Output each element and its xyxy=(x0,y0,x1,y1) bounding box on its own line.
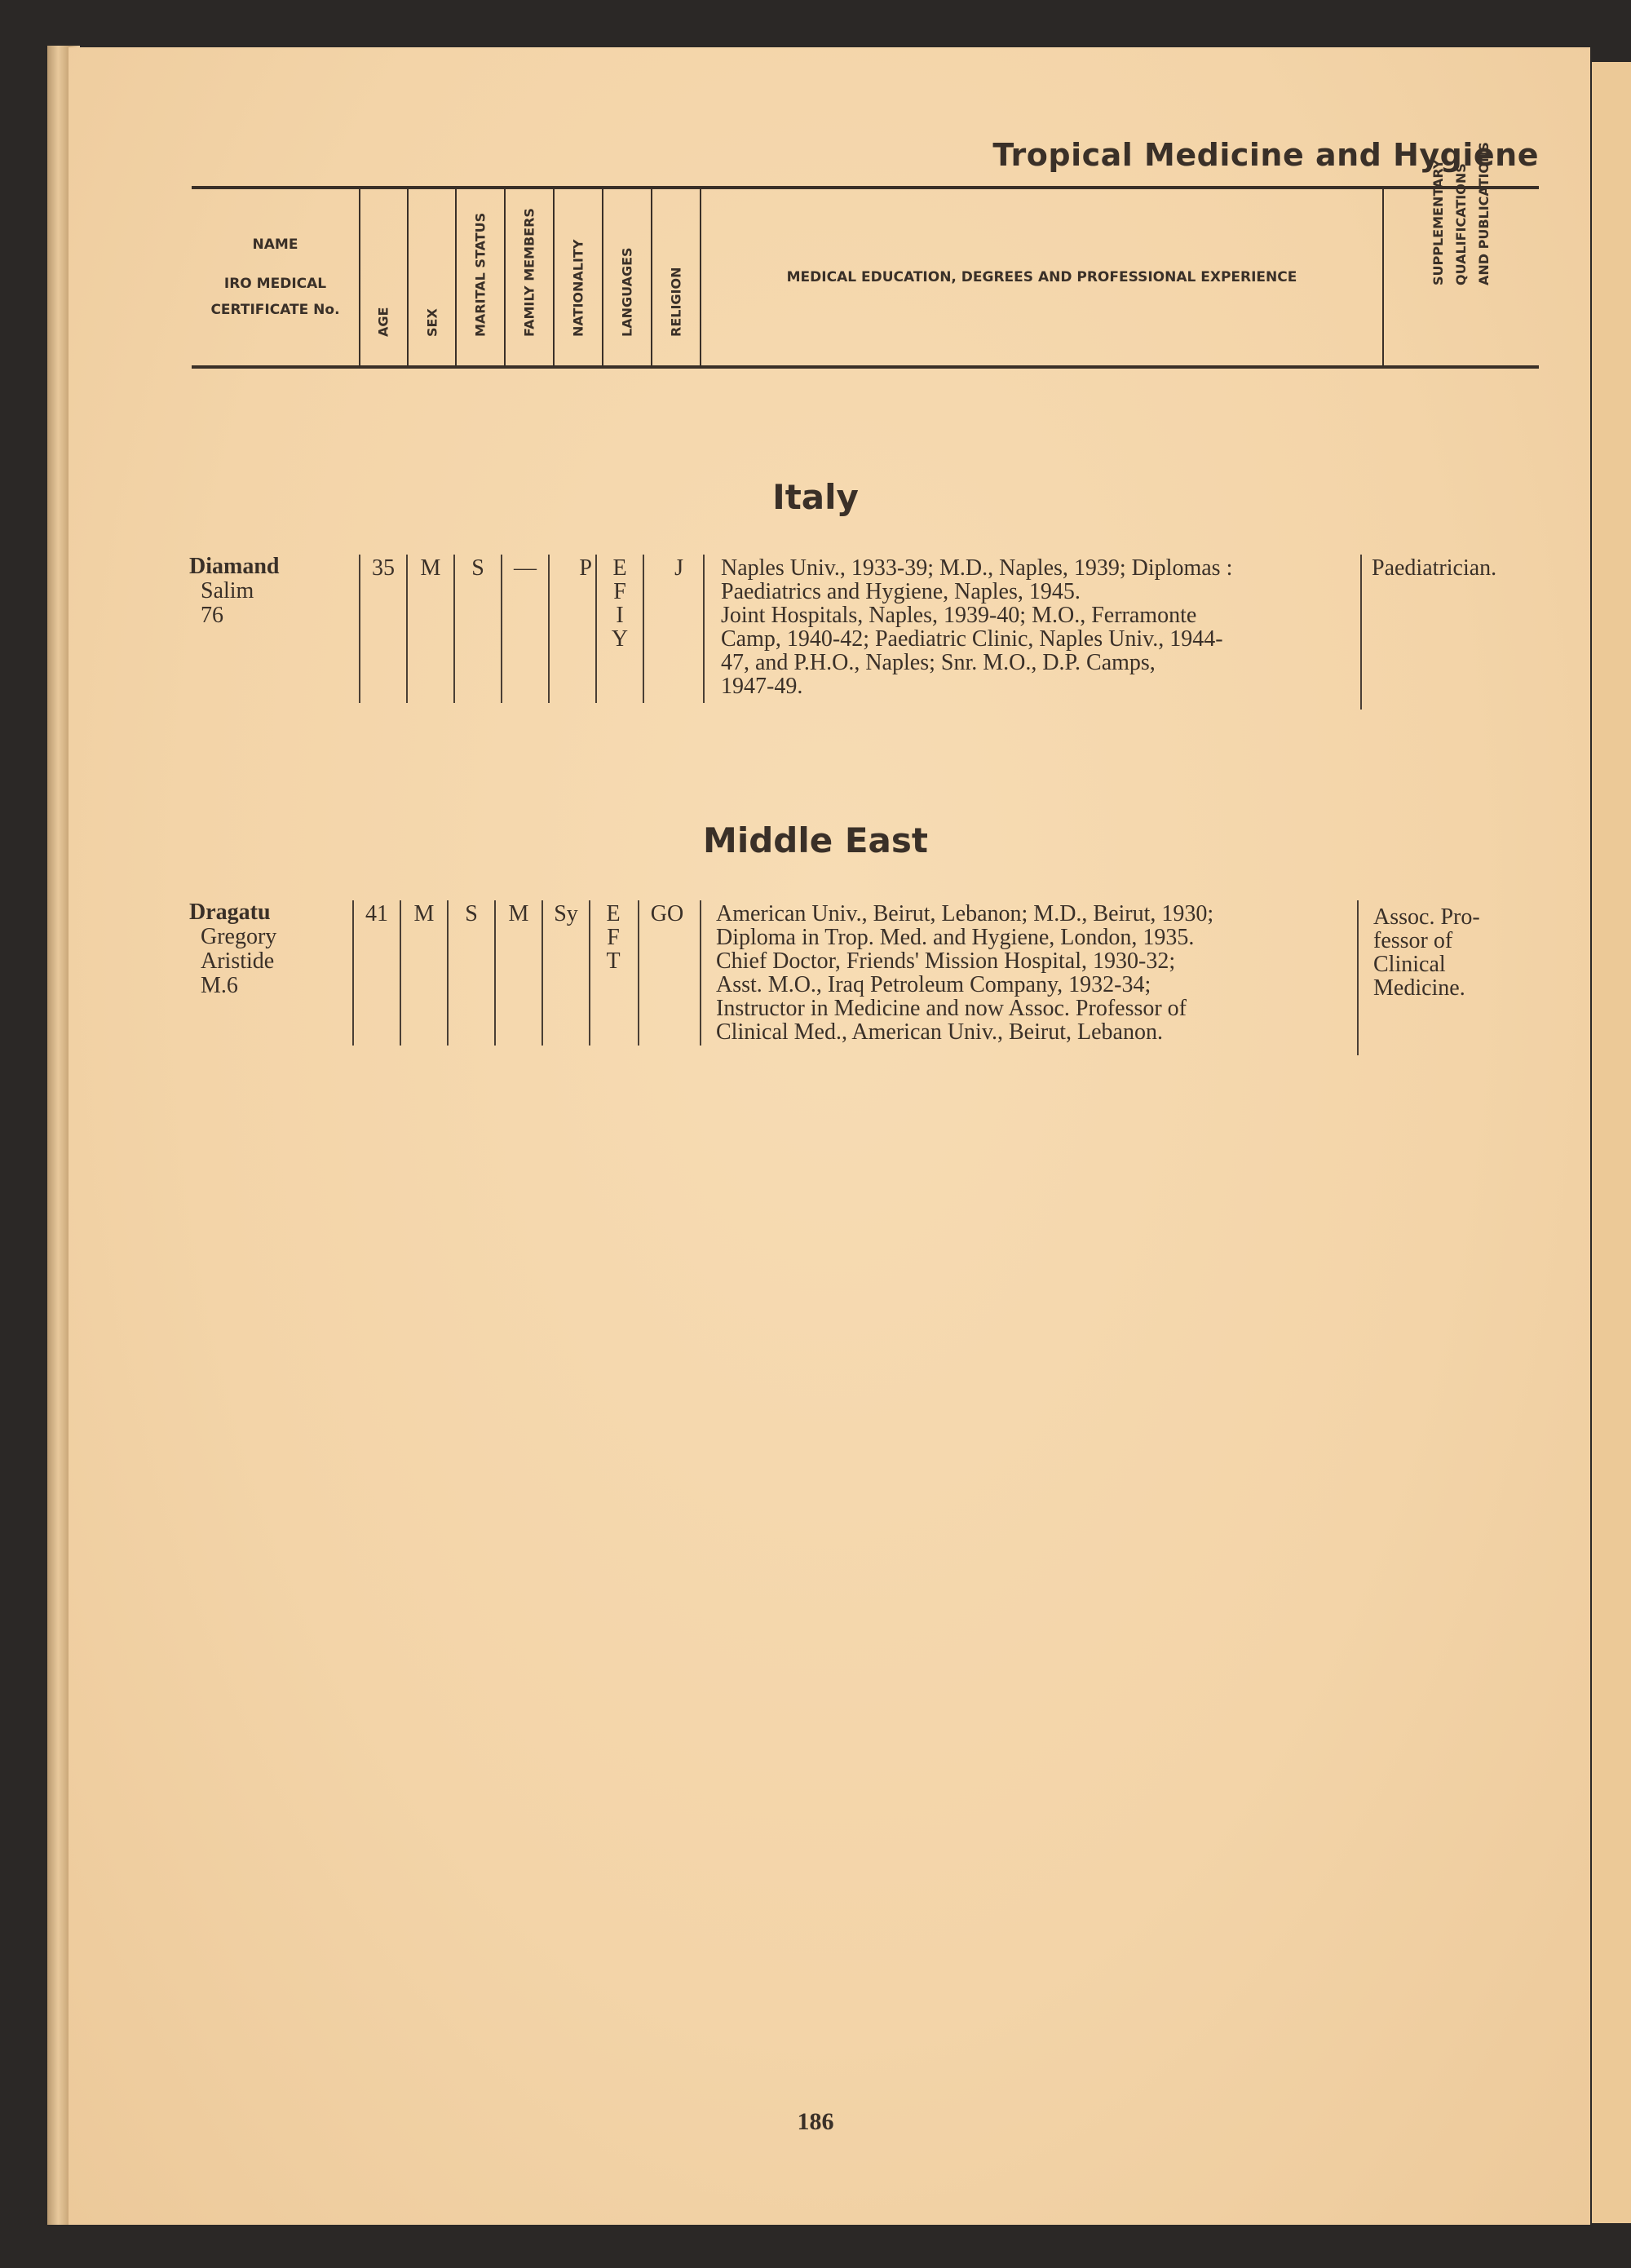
header-sex-column xyxy=(409,189,457,365)
education-line: American Univ., Beirut, Lebanon; M.D., Beirut, 1930; xyxy=(716,901,1214,926)
certificate-number: M.6 xyxy=(201,973,238,998)
book-page xyxy=(69,47,1590,2225)
header-certificate-no: CERTIFICATE No. xyxy=(210,302,340,318)
entry-name xyxy=(189,555,279,628)
header-education: MEDICAL EDUCATION, DEGREES AND PROFESSIONAL EXPERIENCE xyxy=(786,269,1297,285)
sex-value: M xyxy=(420,555,441,581)
header-supplementary-column xyxy=(1384,142,1539,365)
religion-value: J xyxy=(674,555,683,581)
education-line: Diploma in Trop. Med. and Hygiene, London, 1935. xyxy=(716,925,1195,950)
language-code: E xyxy=(612,555,627,581)
header-nationality: NATIONALITY xyxy=(570,239,586,337)
supplementary-line: Medicine. xyxy=(1373,975,1465,1001)
surname: Diamand xyxy=(189,554,280,579)
supplementary-text xyxy=(1373,905,1536,1000)
header-marital-status: MARITAL STATUS xyxy=(472,212,488,337)
education-line: Asst. M.O., Iraq Petroleum Company, 1932-34; xyxy=(716,972,1151,997)
supplementary-line: fessor of xyxy=(1373,928,1453,953)
marital-value: S xyxy=(465,901,478,926)
section-title-middle-east: Middle East xyxy=(703,820,928,860)
column-divider xyxy=(700,900,701,1046)
header-name-column xyxy=(192,189,360,365)
sex-value: M xyxy=(413,901,435,926)
header-age: AGE xyxy=(375,307,391,337)
section-title-italy: Italy xyxy=(772,477,859,517)
education-line: Joint Hospitals, Naples, 1939-40; M.O., Ferramonte xyxy=(721,603,1197,628)
header-supp-line-2: QUALIFICATIONS xyxy=(1453,163,1469,285)
education-line: Camp, 1940-42; Paediatric Clinic, Naples Univ., 1944- xyxy=(721,626,1223,652)
header-nationality-column xyxy=(555,189,603,365)
languages-value xyxy=(597,556,643,651)
languages-value xyxy=(590,902,636,973)
header-family-column xyxy=(506,189,555,365)
supplementary-line: Clinical xyxy=(1373,952,1446,977)
age-value: 41 xyxy=(365,901,388,926)
education-line: Chief Doctor, Friends' Mission Hospital, 1930-32; xyxy=(716,948,1176,974)
language-code: I xyxy=(616,603,624,628)
supplementary-line: Paediatrician. xyxy=(1372,555,1497,581)
header-supp-line-1: SUPPLEMENTARY xyxy=(1430,159,1446,285)
column-divider xyxy=(1360,555,1362,710)
running-title: Tropical Medicine and Hygiene xyxy=(992,137,1539,173)
header-sex: SEX xyxy=(424,308,440,337)
nationality-value: Sy xyxy=(554,901,578,926)
header-religion: RELIGION xyxy=(668,267,684,337)
religion-value: GO xyxy=(650,901,684,926)
next-page-edge xyxy=(1592,62,1631,2223)
column-divider xyxy=(703,555,705,703)
header-family-members: FAMILY MEMBERS xyxy=(521,208,537,337)
language-code: E xyxy=(606,901,621,926)
page-number: 186 xyxy=(797,2108,834,2135)
education-line: 1947-49. xyxy=(721,674,803,699)
education-line: Paediatrics and Hygiene, Naples, 1945. xyxy=(721,579,1081,604)
language-code: Y xyxy=(611,626,629,652)
header-languages-column xyxy=(603,189,652,365)
education-line: 47, and P.H.O., Naples; Snr. M.O., D.P. Camps, xyxy=(721,650,1156,675)
language-code: F xyxy=(613,579,626,604)
surname: Dragatu xyxy=(189,900,271,925)
nationality-value: P xyxy=(579,555,592,581)
header-education-column xyxy=(701,189,1384,365)
language-code: F xyxy=(607,925,620,950)
header-name: NAME xyxy=(252,237,298,253)
education-text xyxy=(716,902,1346,1044)
header-religion-column xyxy=(652,189,701,365)
header-supp-line-3: AND PUBLICATIONS xyxy=(1476,142,1492,285)
given-name-2: Aristide xyxy=(201,948,275,974)
header-marital-column xyxy=(457,189,506,365)
age-value: 35 xyxy=(372,555,395,581)
marital-value: S xyxy=(471,555,484,581)
given-name: Salim xyxy=(201,578,254,603)
education-line: Instructor in Medicine and now Assoc. Professor of xyxy=(716,996,1187,1021)
given-name: Gregory xyxy=(201,924,277,949)
certificate-number: 76 xyxy=(201,603,223,628)
header-languages: LANGUAGES xyxy=(619,247,635,337)
header-iro-medical: IRO MEDICAL xyxy=(223,276,327,292)
family-value: — xyxy=(514,555,537,581)
entry-name xyxy=(189,900,276,998)
supplementary-text xyxy=(1372,556,1543,580)
family-value: M xyxy=(508,901,529,926)
header-age-column xyxy=(360,189,409,365)
education-line: Naples Univ., 1933-39; M.D., Naples, 1939; Diplomas : xyxy=(721,555,1233,581)
supplementary-line: Assoc. Pro- xyxy=(1373,904,1480,930)
column-divider xyxy=(1357,900,1359,1055)
header-supplementary xyxy=(1427,142,1496,285)
education-line: Clinical Med., American Univ., Beirut, Lebanon. xyxy=(716,1019,1163,1045)
education-text xyxy=(721,556,1354,698)
language-code: T xyxy=(606,948,621,974)
